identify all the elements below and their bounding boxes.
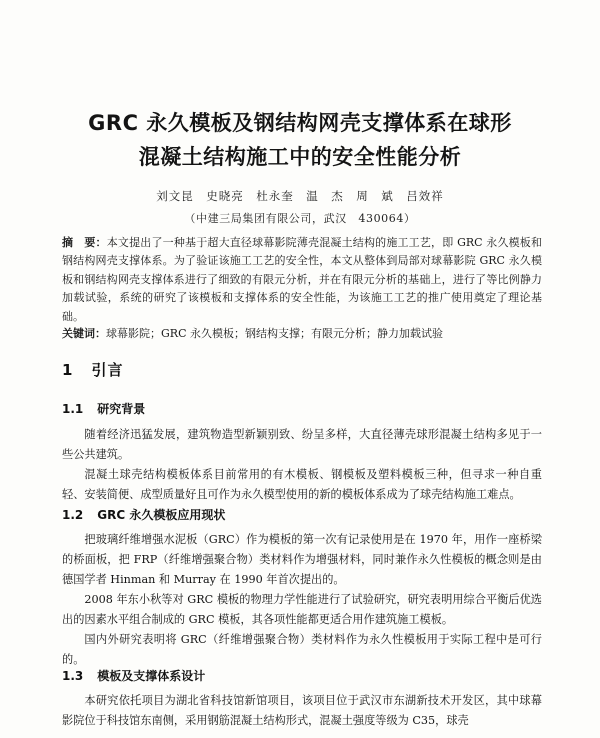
keywords-label: 关键词： [62, 327, 106, 340]
abstract-label: 摘 要： [62, 236, 107, 249]
section-title: 引言 [91, 361, 124, 379]
subsection-title: GRC 永久模板应用现状 [97, 508, 226, 522]
subsection-title: 研究背景 [97, 402, 146, 416]
subsection-number: 1.2 [62, 508, 84, 522]
subsection-heading-1-1 [62, 400, 145, 417]
body-paragraph: 2008 年东小秋等对 GRC 模板的物理力学性能进行了试验研究，研究表明用综合平衡后优选出的因素水平组合制成的 GRC 模板，其各项性能都更适合用作建筑施工模板。 [62, 593, 542, 626]
paper-title-line-1: GRC 永久模板及钢结构网壳支撑体系在球形 [88, 111, 512, 135]
subsection-heading-1-3 [62, 667, 205, 684]
abstract-text: 本文提出了一种基于超大直径球幕影院薄壳混凝土结构的施工工艺，即 GRC 永久模板和钢结构网壳支撑体系。为了验证该施工工艺的安全性，本文从整体到局部对球幕影院 GRC 永久模板和钢结构网壳支撑体系进行了细致的有限元分析，并在有限元分析的基础上，进行了等比例静力加载试验，系统的研究了该模板和支撑体系的安全性能，为该施工工艺的推广使用奠定了理论基础。 [62, 236, 542, 323]
body-paragraph: 随着经济迅猛发展，建筑物造型新颖别致、纷呈多样，大直径薄壳球形混凝土结构多见于一些公共建筑。 [62, 428, 542, 461]
author-list: 刘文昆 史晓亮 杜永奎 温 杰 周 斌 吕效祥 [156, 189, 444, 203]
keywords-text: 球幕影院；GRC 永久模板；钢结构支撑；有限元分析；静力加载试验 [106, 327, 443, 340]
section-heading-1 [62, 359, 123, 380]
abstract [62, 234, 542, 326]
keywords [62, 325, 542, 343]
affiliation: （中建三局集团有限公司，武汉 430064） [184, 212, 416, 225]
paper-title-line-2: 混凝土结构施工中的安全性能分析 [138, 145, 462, 169]
body-paragraph: 混凝土球壳结构模板体系目前常用的有木模板、钢模板及塑料模板三种，但寻求一种自重轻、安装简便、成型质量好且可作为永久模型使用的新的模板体系成为了球壳结构施工难点。 [62, 468, 542, 501]
section-number: 1 [62, 361, 74, 379]
subsection-title: 模板及支撑体系设计 [97, 669, 206, 683]
body-paragraph: 本研究依托项目为湖北省科技馆新馆项目，该项目位于武汉市东湖新技术开发区，其中球幕影院位于科技馆东南侧，采用钢筋混凝土结构形式，混凝土强度等级为 C35，球壳 [62, 694, 542, 727]
subsection-number: 1.1 [62, 402, 84, 416]
body-paragraph: 国内外研究表明将 GRC（纤维增强聚合物）类材料作为永久性模板用于实际工程中是可行的。 [62, 633, 542, 666]
subsection-heading-1-2 [62, 506, 225, 523]
subsection-number: 1.3 [62, 669, 84, 683]
body-paragraph: 把玻璃纤维增强水泥板（GRC）作为模板的第一次有记录使用是在 1970 年，用作一座桥梁的桥面板，把 FRP（纤维增强聚合物）类材料作为增强材料，同时兼作永久性模板的概念则是由德国学者 Hinman 和 Murray 在 1990 年首次提出的。 [62, 533, 542, 586]
